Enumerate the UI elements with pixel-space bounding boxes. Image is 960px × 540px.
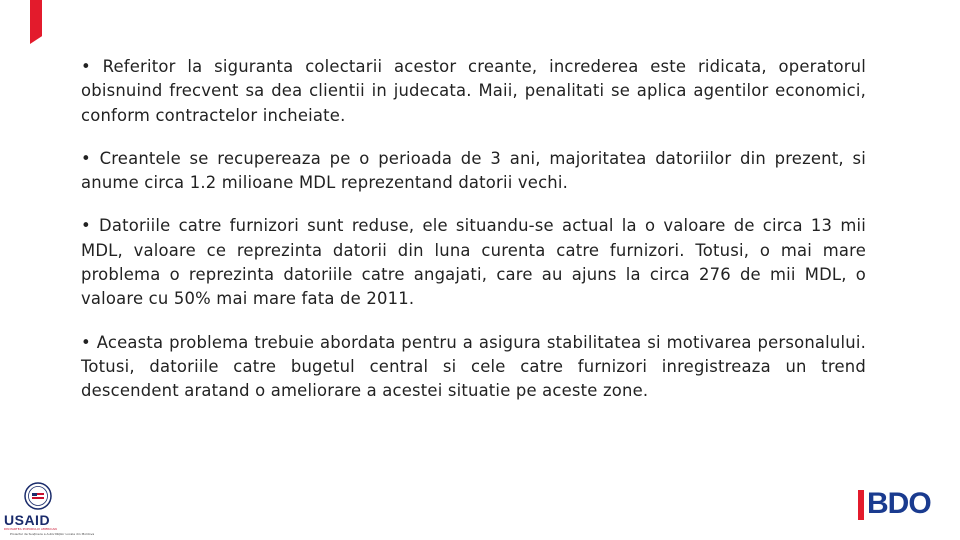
accent-bar xyxy=(30,0,42,44)
paragraph-2: • Creantele se recupereaza pe o perioada de 3 ani, majoritatea datoriilor din prezent, si anume circa 1.2 milioane MDL reprezentand datorii vechi. xyxy=(81,148,866,193)
bdo-bar-icon xyxy=(858,490,864,520)
paragraph-1: • Referitor la siguranta colectarii acestor creante, increderea este ridicata, operatorul obisnuind frecvent sa dea clientii in judecata. Maii, penalitati se aplica agentilor economici, conform contractelor incheiate. xyxy=(81,57,866,125)
bdo-logo xyxy=(858,487,931,520)
usaid-logo xyxy=(4,482,95,540)
paragraph-4: • Aceasta problema trebuie abordata pentru a asigura stabilitatea si motivarea personalului. Totusi, datoriile catre bugetul central si cele catre furnizori inregistreaza un trend descendent aratand o ameliorare a acestei situatie pe aceste zone. xyxy=(81,332,866,401)
usaid-seal-icon xyxy=(24,482,52,510)
usaid-wordmark: USAID xyxy=(4,512,51,528)
usaid-tagline: DIN PARTEA POPORULUI AMERICAN xyxy=(4,527,57,531)
bdo-wordmark: BDO xyxy=(867,487,931,520)
usaid-subtitle: Proiectul de Susținere a Autorităților Locale din Moldova xyxy=(10,532,95,536)
slide-content xyxy=(81,55,866,423)
paragraph-3: • Datoriile catre furnizori sunt reduse, ele situandu-se actual la o valoare de circa 13 mii MDL, valoare ce reprezinta datorii din luna curenta catre furnizori. Totusi, o mai mare problema o reprezinta datoriile catre angajati, care au ajuns la circa 276 de mii MDL, o valoare cu 50% mai mare fata de 2011. xyxy=(81,216,866,309)
